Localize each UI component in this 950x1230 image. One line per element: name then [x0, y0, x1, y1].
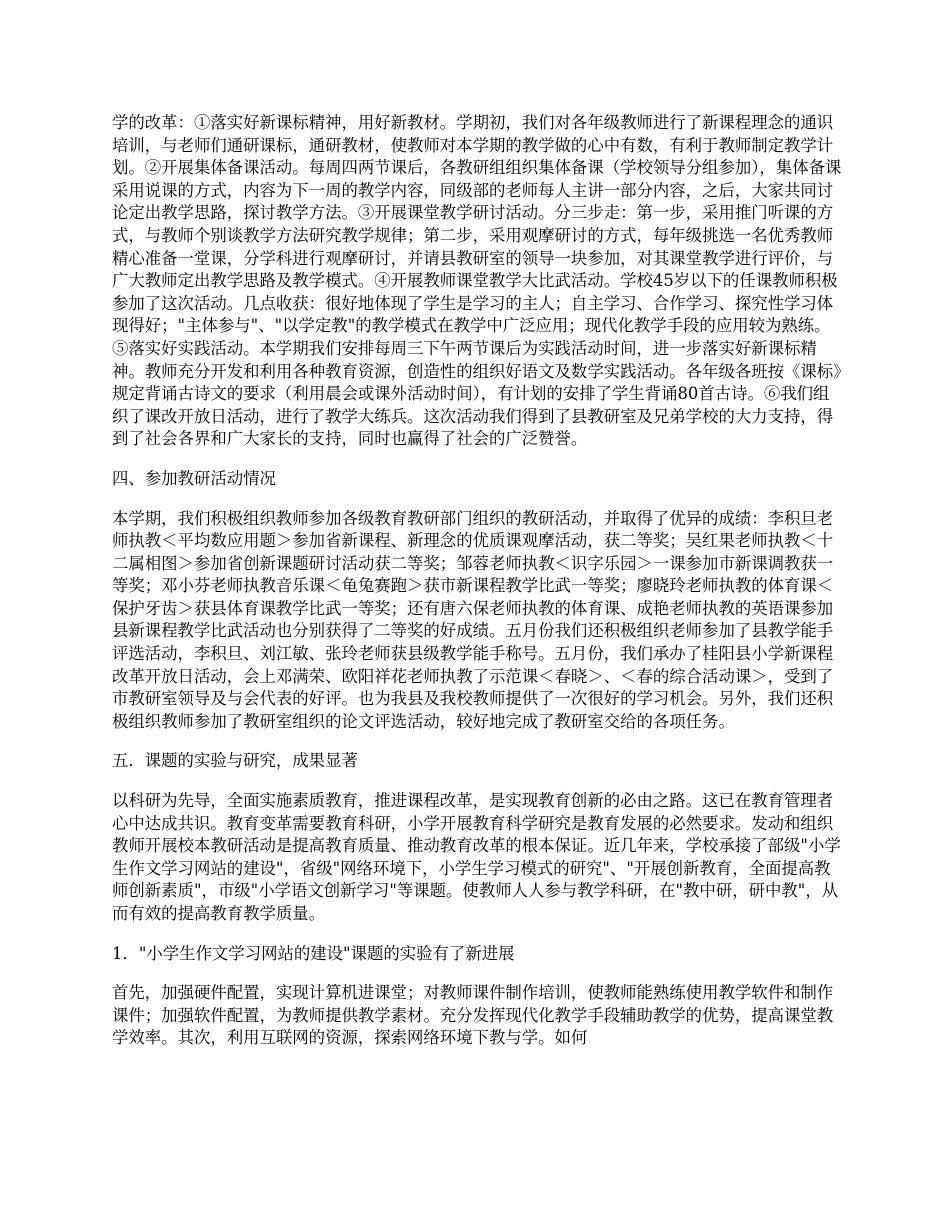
paragraph-reform-measures: 学的改革：①落实好新课标精神，用好新教材。学期初，我们对各年级教师进行了新课程理念的通识培训，与老师们通研课标，通研教材，使教师对本学期的教学做的心中有数，有利于教师制定教学计划。②开展集体备课活动。每周四两节课后，各教研组组织集体备课（学校领导分组参加），集体备课采用说课的方式，内容为下一周的教学内容，同级部的老师每人主讲一部分内容，之后，大家共同讨论定出教学思路，探讨教学方法。③开展课堂教学研讨活动。分三步走：第一步，采用推门听课的方式，与教师个别谈教学方法研究教学规律；第二步，采用观摩研讨的方式，每年级挑选一名优秀教师精心准备一堂课，分学科进行观摩研讨，并请县教研室的领导一块参加，对其课堂教学进行评价，与广大教师定出教学思路及教学模式。④开展教师课堂教学大比武活动。学校45岁以下的任课教师积极参加了这次活动。几点收获：很好地体现了学生是学习的主人；自主学习、合作学习、探究性学习体现得好；"主体参与"、"以学定教"的教学模式在教学中广泛应用；现代化教学手段的应用较为熟练。⑤落实好实践活动。本学期我们安排每周三下午两节课后为实践活动时间，进一步落实好新课标精神。教师充分开发和利用各种教育资源，创造性的组织好语文及数学实践活动。各年级各班按《课标》规定背诵古诗文的要求（利用晨会或课外活动时间），有计划的安排了学生背诵80首古诗。⑥我们组织了课改开放日活动，进行了教学大练兵。这次活动我们得到了县教研室及兄弟学校的大力支持，得到了社会各界和广大家长的支持，同时也赢得了社会的广泛赞誉。 — [112, 113, 842, 449]
paragraph-research-results: 本学期，我们积极组织教师参加各级教育教研部门组织的教研活动，并取得了优异的成绩：李积旦老师执教＜平均数应用题＞参加省新课程、新理念的优质课观摩活动，获二等奖；吴红果老师执教＜十二属相图＞参加省创新课题研讨活动获二等奖；邹蓉老师执教＜识字乐园＞一课参加市新课调教获一等奖；邓小芬老师执教音乐课＜龟兔赛跑＞获市新课程教学比武一等奖；廖晓玲老师执教的体育课＜保护牙齿＞获县体育课教学比武一等奖；还有唐六保老师执教的体育课、成艳老师执教的英语课参加县新课程教学比武活动也分别获得了二等奖的好成绩。五月份我们还积极组织老师参加了县教学能手评选活动，李积旦、刘江敏、张玲老师获县级教学能手称号。五月份，我们承办了桂阳县小学新课程改革开放日活动，会上邓满荣、欧阳祥花老师执教了示范课＜春晓＞、＜春的综合活动课＞，受到了市教研室领导及与会代表的好评。也为我县及我校教师提供了一次很好的学习机会。另外，我们还积极组织教师参加了教研室组织的论文评选活动，较好地完成了教研室交给的各项任务。 — [112, 508, 834, 731]
section-heading-topic-research: 五．课题的实验与研究，成果显著 — [112, 751, 358, 771]
document-page — [112, 112, 842, 1050]
section-heading-research-activities: 四、参加教研活动情况 — [112, 468, 276, 488]
paragraph-website-progress: 首先，加强硬件配置，实现计算机进课堂；对教师课件制作培训，使教师能熟练使用教学软件和制作课件；加强软件配置，为教师提供教学素材。充分发挥现代化教学手段辅助教学的优势，提高课堂教学效率。其次，利用互联网的资源，探索网络环境下教与学。如何 — [112, 983, 834, 1048]
paragraph-research-intro: 以科研为先导，全面实施素质教育，推进课程改革，是实现教育创新的必由之路。这已在教育管理者心中达成共识。教育变革需要教育科研，小学开展教育科学研究是教育发展的必然要求。发动和组织教师开展校本教研活动是提高教育质量、推动教育改革的根本保证。近几年来，学校承接了部级"小学生作文学习网站的建设"，省级"网络环境下，小学生学习模式的研究"、"开展创新教育，全面提高教师创新素质"，市级"小学语文创新学习"等课题。使教师人人参与教学科研，在"教中研，研中教"，从而有效的提高教育教学质量。 — [112, 791, 841, 923]
subheading-website-project: 1．"小学生作文学习网站的建设"课题的实验有了新进展 — [112, 943, 515, 963]
